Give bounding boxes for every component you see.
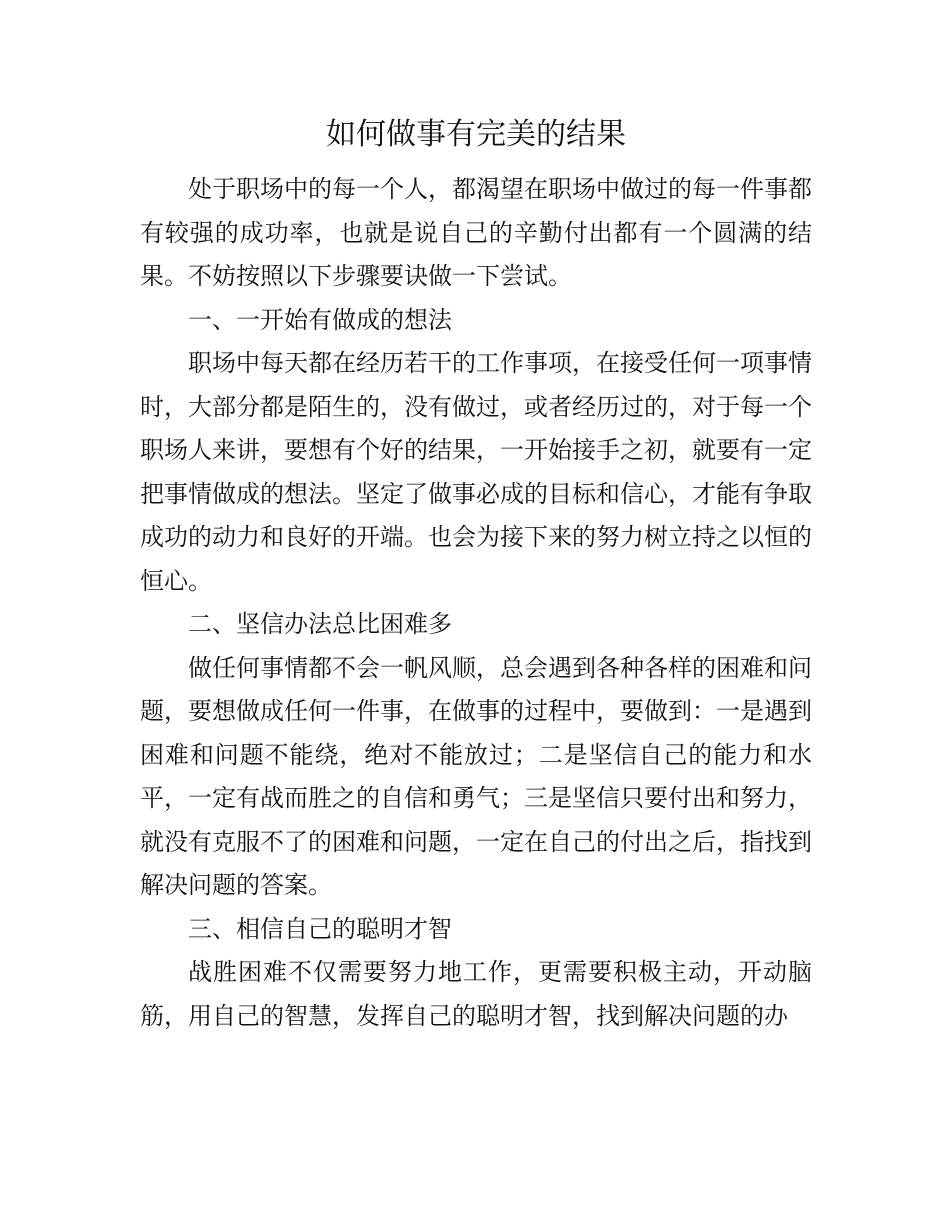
- document-body: [140, 112, 812, 1038]
- paragraph-section-1: 职场中每天都在经历若干的工作事项，在接受任何一项事情时，大部分都是陌生的，没有做过，或者经历过的，对于每一个职场人来讲，要想有个好的结果，一开始接手之初，就要有一定把事情做成的想法。坚定了做事必成的目标和信心，才能有争取成功的动力和良好的开端。也会为接下来的努力树立持之以恒的恒心。: [140, 349, 812, 595]
- document-title: 如何做事有完美的结果: [326, 117, 626, 152]
- section-heading-1: 一、一开始有做成的想法: [188, 305, 452, 334]
- paragraph-section-3: 战胜困难不仅需要努力地工作，更需要积极主动，开动脑筋，用自己的智慧，发挥自己的聪明才智，找到解决问题的办: [140, 958, 812, 1030]
- section-heading-2: 二、坚信办法总比困难多: [188, 610, 452, 638]
- paragraph-section-2: 做任何事情都不会一帆风顺，总会遇到各种各样的困难和问题，要想做成任何一件事，在做事的过程中，要做到：一是遇到困难和问题不能绕，绝对不能放过；二是坚信自己的能力和水平，一定有战而胜之的自信和勇气；三是坚信只要付出和努力，就没有克服不了的困难和问题，一定在自己的付出之后，指找到解决问题的答案。: [140, 653, 812, 899]
- paragraph-intro: 处于职场中的每一个人，都渴望在职场中做过的每一件事都有较强的成功率，也就是说自己的辛勤付出都有一个圆满的结果。不妨按照以下步骤要诀做一下尝试。: [140, 175, 812, 290]
- section-heading-3: 三、相信自己的聪明才智: [188, 914, 452, 943]
